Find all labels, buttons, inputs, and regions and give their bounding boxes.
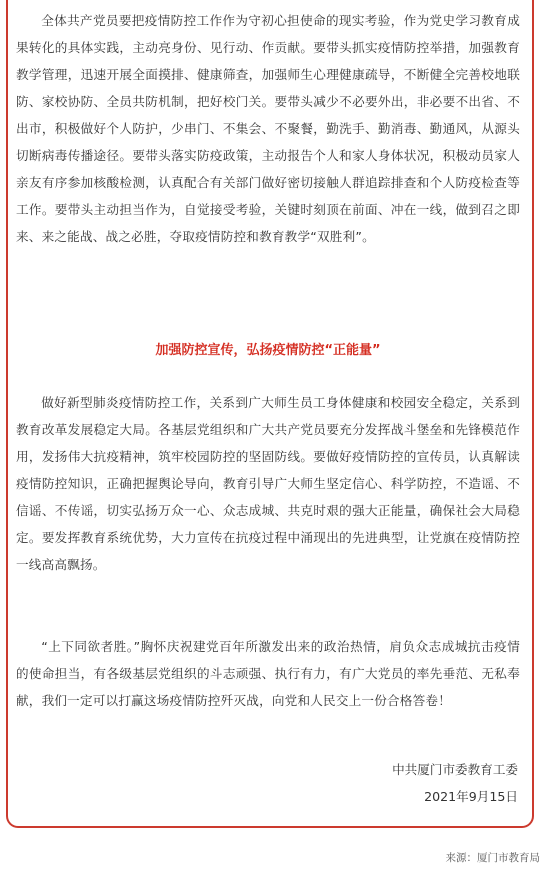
source-note: 来源：厦门市教育局 xyxy=(445,852,540,864)
section-subheading: 加强防控宣传，弘扬疫情防控“正能量” xyxy=(155,343,381,358)
signature: 中共厦门市委教育工委 xyxy=(392,762,518,777)
publish-date: 2021年9月15日 xyxy=(424,789,518,804)
article-paragraph-2: 做好新型肺炎疫情防控工作，关系到广大师生员工身体健康和校园安全稳定，关系到教育改革发展稳定大局。各基层党组织和广大共产党员要充分发挥战斗堡垒和先锋模范作用，发扬伟大抗疫精神，筑牢校园防控的坚固防线。要做好疫情防控的宣传员，认真解读疫情防控知识，正确把握舆论导向，教育引导广大师生坚定信心、科学防控，不造谣、不信谣、不传谣，切实弘扬万众一心、众志成城、共克时艰的强大正能量，确保社会大局稳定。要发挥教育系统优势，大力宣传在抗疫过程中涌现出的先进典型，让党旗在疫情防控一线高高飘扬。 xyxy=(16,395,520,572)
article-paragraph-3: “上下同欲者胜。”胸怀庆祝建党百年所激发出来的政治热情，肩负众志成城抗击疫情的使命担当，有各级基层党组织的斗志顽强、执行有力，有广大党员的率先垂范、无私奉献，我们一定可以打赢这场疫情防控歼灭战，向党和人民交上一份合格答卷！ xyxy=(16,639,520,708)
article-paragraph-1: 全体共产党员要把疫情防控工作作为守初心担使命的现实考验，作为党史学习教育成果转化的具体实践，主动亮身份、见行动、作贡献。要带头抓实疫情防控举措，加强教育教学管理，迅速开展全面摸排、健康筛查，加强师生心理健康疏导，不断健全完善校地联防、家校协防、全员共防机制，把好校门关。要带头减少不必要外出，非必要不出省、不出市，积极做好个人防护，少串门、不集会、不聚餐，勤洗手、勤消毒、勤通风，从源头切断病毒传播途径。要带头落实防疫政策，主动报告个人和家人身体状况，积极动员家人亲友有序参加核酸检测，认真配合有关部门做好密切接触人群追踪排查和个人防疫检查等工作。要带头主动担当作为，自觉接受考验，关键时刻顶在前面、冲在一线，做到召之即来、来之能战、战之必胜，夺取疫情防控和教育教学“双胜利”。 xyxy=(16,13,520,244)
